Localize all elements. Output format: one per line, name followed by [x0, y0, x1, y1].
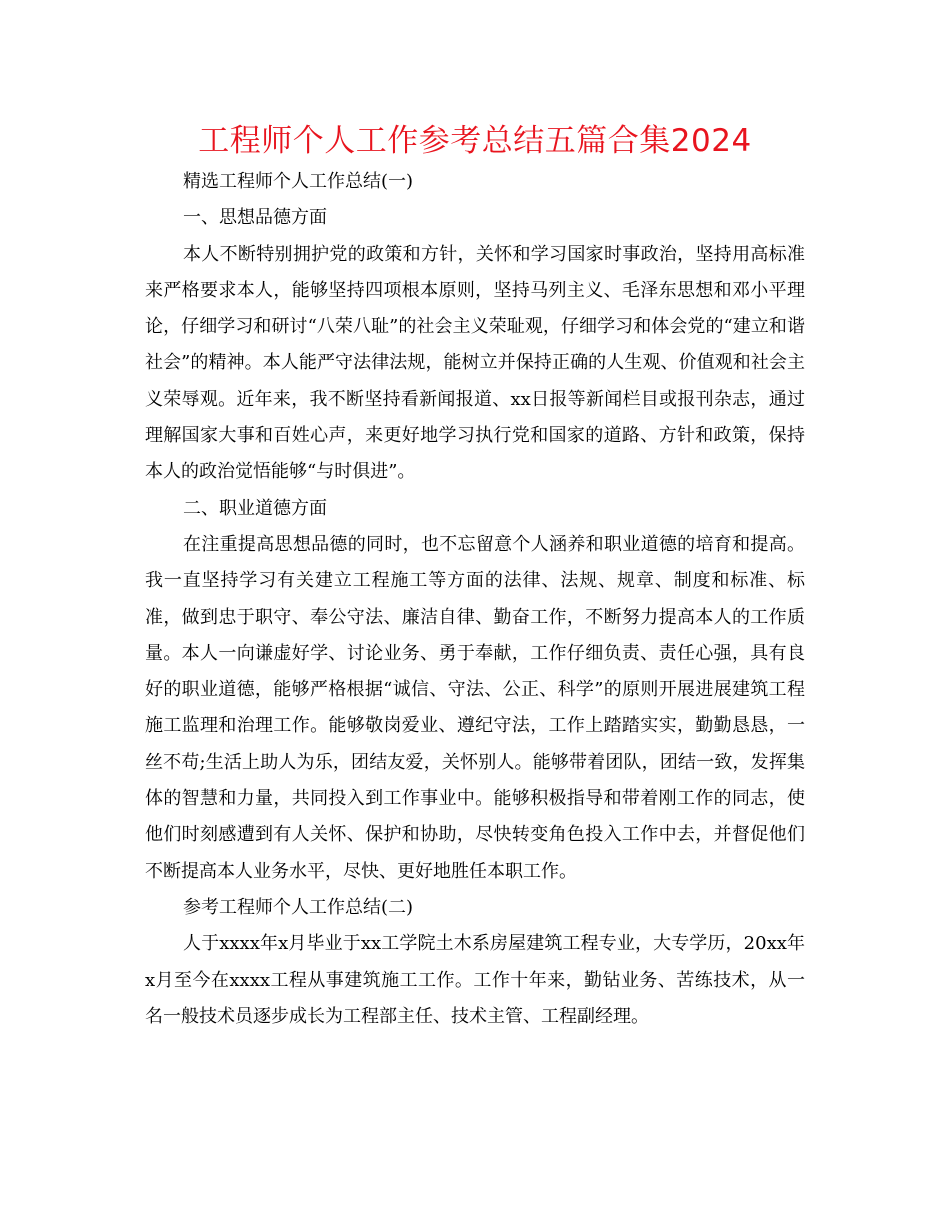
paragraph-career: 人于xxxx年x月毕业于xx工学院土木系房屋建筑工程专业，大专学历，20xx年x月至今在xxxx工程从事建筑施工工作。工作十年来，勤钻业务、苦练技术，从一名一般技术员逐步成长为工程部主任、技术主管、工程副经理。 [145, 933, 805, 1027]
document-title: 工程师个人工作参考总结五篇合集2024 [198, 123, 752, 159]
section-heading-1: 精选工程师个人工作总结(一) [183, 171, 414, 192]
subsection-heading-ethics: 二、职业道德方面 [183, 497, 327, 519]
section-heading-2: 参考工程师个人工作总结(二) [183, 896, 414, 918]
paragraph-ideology: 本人不断特别拥护党的政策和方针，关怀和学习国家时事政治，坚持用高标准来严格要求本人，能够坚持四项根本原则，坚持马列主义、毛泽东思想和邓小平理论，仔细学习和研讨“八荣八耻”的社会主义荣耻观，仔细学习和体会党的“建立和谐社会”的精神。本人能严守法律法规，能树立并保持正确的人生观、价值观和社会主义荣辱观。近年来，我不断坚持看新闻报道、xx日报等新闻栏目或报刊杂志，通过理解国家大事和百姓心声，来更好地学习执行党和国家的道路、方针和政策，保持本人的政治觉悟能够“与时俱进”。 [145, 243, 805, 483]
paragraph-ethics: 在注重提高思想品德的同时，也不忘留意个人涵养和职业道德的培育和提高。我一直坚持学习有关建立工程施工等方面的法律、法规、规章、制度和标准、标准，做到忠于职守、奉公守法、廉洁自律、勤奋工作，不断努力提高本人的工作质量。本人一向谦虚好学、讨论业务、勇于奉献，工作仔细负责、责任心强，具有良好的职业道德，能够严格根据“诚信、守法、公正、科学”的原则开展进展建筑工程施工监理和治理工作。能够敬岗爱业、遵纪守法，工作上踏踏实实，勤勤恳恳，一丝不苟;生活上助人为乐，团结友爱，关怀别人。能够带着团队，团结一致，发挥集体的智慧和力量，共同投入到工作事业中。能够积极指导和带着刚工作的同志，使他们时刻感遭到有人关怀、保护和协助，尽快转变角色投入工作中去，并督促他们不断提高本人业务水平，尽快、更好地胜任本职工作。 [145, 533, 805, 882]
subsection-heading-ideology: 一、思想品德方面 [183, 207, 327, 229]
document-body [145, 164, 805, 1035]
